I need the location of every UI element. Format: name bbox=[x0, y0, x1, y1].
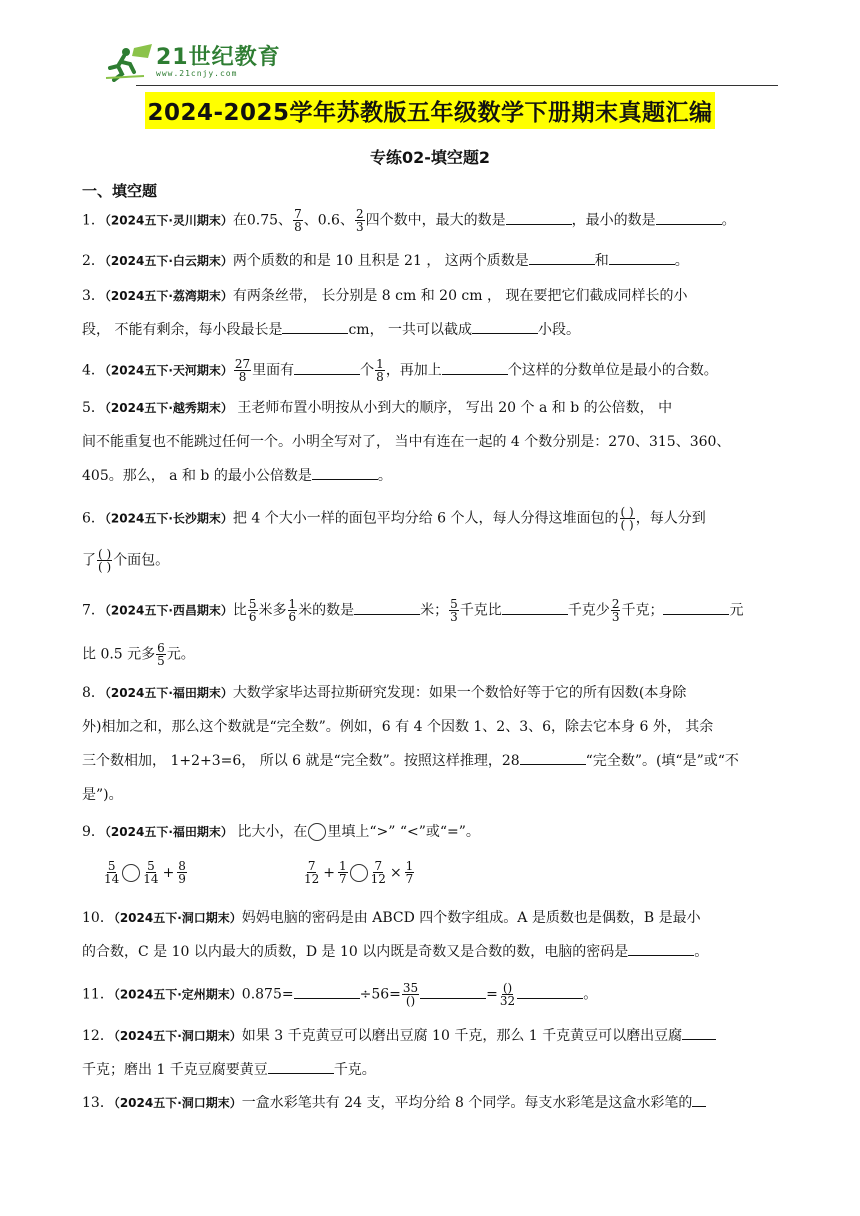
question-7: 7．（2024五下·西昌期末）比 $\frac{5}{6}$ 米多 $\frac{1}{6}$ 米的数是 米； $\frac{5}{3}$ 千克比 千克少 $\frac{2}{3}$ 千克； 元 bbox=[82, 597, 744, 624]
answer-blank[interactable] bbox=[294, 361, 360, 375]
comparison-a: $\frac{5}{14}$ $\frac{5}{14}$ + $\frac{8}{9}$ bbox=[104, 859, 186, 886]
question-2: 2．（2024五下·白云期末）两个质数的和是 10 且积是 21 ， 这两个质数是 和 。 bbox=[82, 253, 689, 269]
answer-blank[interactable] bbox=[268, 1060, 334, 1074]
answer-blank[interactable] bbox=[517, 985, 583, 999]
fraction: $\frac{35}{()}$ bbox=[402, 981, 419, 1008]
question-10-line-2: 的合数，C 是 10 以内最大的质数，D 是 10 以内既是奇数又是合数的数，电脑的密码是 。 bbox=[82, 944, 709, 960]
question-8-line-3: 三个数相加， 1+2+3=6， 所以 6 就是“完全数”。按照这样推理，28 “完全数”。(填“是”或“不 bbox=[82, 753, 739, 769]
compare-circle-icon[interactable] bbox=[350, 864, 368, 882]
question-4: 4．（2024五下·天河期末） $\frac{27}{8}$ 里面有 个 $\frac{1}{8}$ ，再加上 个这样的分数单位是最小的合数。 bbox=[82, 357, 718, 384]
fraction-blank: $\frac{( )}{( )}$ bbox=[620, 505, 634, 532]
question-6-line-2: 了 $\frac{( )}{( )}$ 个面包。 bbox=[82, 547, 170, 574]
question-10: 10．（2024五下·洞口期末）妈妈电脑的密码是由 ABCD 四个数字组成。A 是质数也是偶数，B 是最小 bbox=[82, 910, 701, 926]
question-7-line-2: 比 0.5 元多 $\frac{6}{5}$ 元。 bbox=[82, 641, 195, 668]
answer-blank[interactable] bbox=[420, 985, 486, 999]
question-8: 8．（2024五下·福田期末）大数学家毕达哥拉斯研究发现：如果一个数恰好等于它的所有因数(本身除 bbox=[82, 685, 687, 701]
answer-blank[interactable] bbox=[502, 601, 568, 615]
fraction: $\frac{7}{8}$ bbox=[294, 207, 302, 234]
logo-url: www.21cnjy.com bbox=[156, 68, 238, 78]
fraction: $\frac{5}{3}$ bbox=[450, 597, 458, 624]
page-header bbox=[100, 40, 780, 88]
logo bbox=[104, 42, 281, 82]
answer-blank[interactable] bbox=[628, 942, 694, 956]
question-5: 5．（2024五下·越秀期末） 王老师布置小明按从小到大的顺序， 写出 20 个 a 和 b 的公倍数， 中 bbox=[82, 400, 673, 416]
answer-blank[interactable] bbox=[682, 1026, 716, 1040]
page-subtitle: 专练02-填空题2 bbox=[369, 148, 491, 167]
question-5-line-2: 间不能重复也不能跳过任何一个。小明全写对了， 当中有连在一起的 4 个数分别是：270、315、360、 bbox=[82, 434, 731, 450]
fraction: $\frac{6}{5}$ bbox=[157, 641, 165, 668]
section-heading: 一、填空题 bbox=[82, 182, 158, 200]
answer-blank[interactable] bbox=[472, 320, 538, 334]
answer-blank[interactable] bbox=[354, 601, 420, 615]
question-12: 12．（2024五下·洞口期末）如果 3 千克黄豆可以磨出豆腐 10 千克，那么 1 千克黄豆可以磨出豆腐 bbox=[82, 1026, 716, 1046]
answer-blank[interactable] bbox=[529, 251, 595, 265]
fraction: $\frac{2}{3}$ bbox=[355, 207, 364, 234]
question-11: 11．（2024五下·定州期末）0.875= ÷56= $\frac{35}{()}$ = $\frac{()}{32}$ 。 bbox=[82, 981, 598, 1008]
fraction: $\frac{27}{8}$ bbox=[234, 357, 251, 384]
answer-blank[interactable] bbox=[506, 211, 572, 225]
answer-blank[interactable] bbox=[282, 320, 348, 334]
fraction: $\frac{1}{6}$ bbox=[288, 597, 297, 624]
question-1: 1．（2024五下·灵川期末）在0.75、 $\frac{7}{8}$ 、0.6、 $\frac{2}{3}$ 四个数中，最大的数是 ，最小的数是 。 bbox=[82, 207, 736, 234]
question-8-line-2: 外)相加之和，那么这个数就是“完全数”。例如，6 有 4 个因数 1、2、3、6，除去它本身 6 外， 其余 bbox=[82, 719, 714, 735]
comparison-b: $\frac{7}{12}$ + $\frac{1}{7}$ $\frac{7}{12}$ × $\frac{1}{7}$ bbox=[304, 859, 414, 886]
fraction: $\frac{1}{8}$ bbox=[376, 357, 384, 384]
question-9: 9．（2024五下·福田期末） 比大小，在 里填上“>” “<”或“=”。 bbox=[82, 824, 480, 840]
question-5-line-3: 405。那么， a 和 b 的最小公倍数是 。 bbox=[82, 468, 392, 484]
page-title: 2024-2025学年苏教版五年级数学下册期末真题汇编 bbox=[145, 92, 714, 129]
fraction: $\frac{2}{3}$ bbox=[611, 597, 620, 624]
question-12-line-2: 千克；磨出 1 千克豆腐要黄豆 千克。 bbox=[82, 1062, 376, 1078]
question-13: 13．（2024五下·洞口期末）一盒水彩笔共有 24 支，平均分给 8 个同学。每支水彩笔是这盒水彩笔的 bbox=[82, 1093, 706, 1113]
question-8-line-4: 是”)。 bbox=[82, 787, 123, 803]
fraction: $\frac{5}{6}$ bbox=[248, 597, 257, 624]
answer-blank[interactable] bbox=[609, 251, 675, 265]
answer-blank[interactable] bbox=[442, 361, 508, 375]
answer-blank[interactable] bbox=[520, 751, 586, 765]
question-6: 6．（2024五下·长沙期末）把 4 个大小一样的面包平均分给 6 个人，每人分得这堆面包的 $\frac{( )}{( )}$ ，每人分到 bbox=[82, 505, 706, 532]
compare-circle-icon bbox=[308, 823, 326, 841]
answer-blank[interactable] bbox=[692, 1093, 706, 1107]
answer-blank[interactable] bbox=[312, 466, 378, 480]
answer-blank[interactable] bbox=[663, 601, 729, 615]
answer-blank[interactable] bbox=[656, 211, 722, 225]
answer-blank[interactable] bbox=[294, 985, 360, 999]
compare-circle-icon[interactable] bbox=[122, 864, 140, 882]
fraction-blank: $\frac{( )}{( )}$ bbox=[98, 547, 112, 574]
question-3-line-2: 段， 不能有剩余，每小段最长是 cm， 一共可以截成 小段。 bbox=[82, 322, 581, 338]
runner-logo-icon bbox=[104, 42, 156, 82]
logo-text: 21世纪教育 bbox=[156, 44, 281, 70]
header-divider bbox=[136, 85, 778, 86]
fraction: $\frac{()}{32}$ bbox=[499, 981, 516, 1008]
question-3: 3．（2024五下·荔湾期末）有两条丝带， 长分别是 8 cm 和 20 cm ， 现在要把它们截成同样长的小 bbox=[82, 288, 688, 304]
